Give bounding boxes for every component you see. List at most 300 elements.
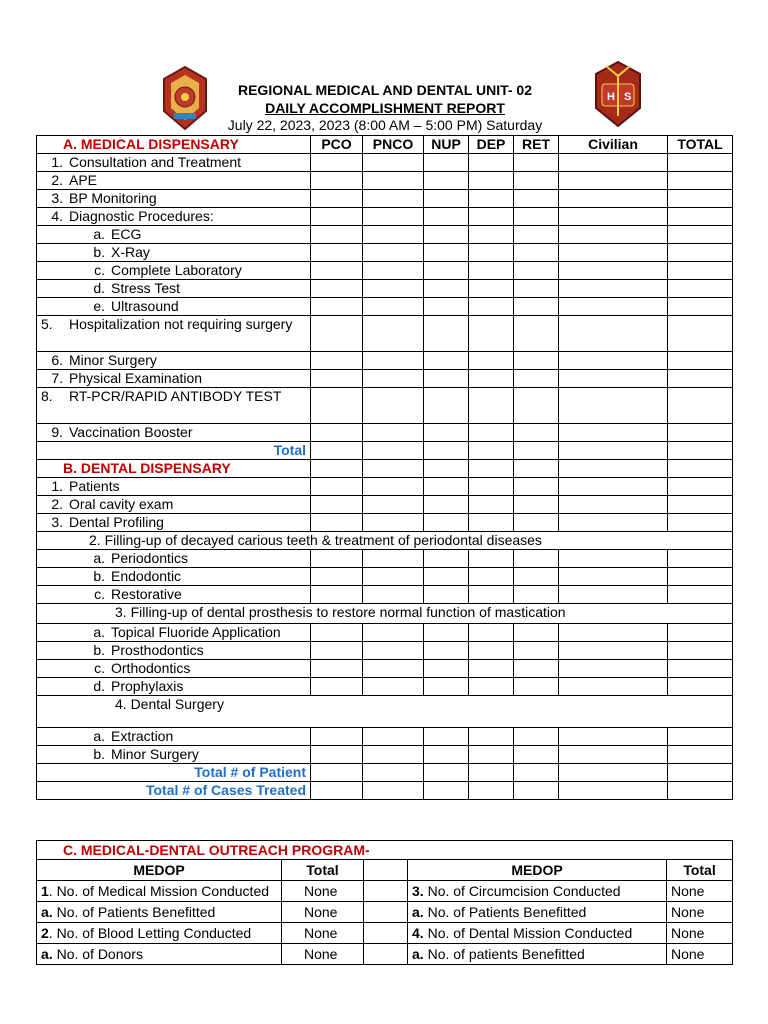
row-label [37, 172, 311, 190]
empty-cell [311, 460, 363, 478]
row-label [37, 678, 311, 696]
empty-cell [668, 764, 733, 782]
item-label: Extraction [111, 728, 174, 744]
table-row [37, 550, 733, 568]
empty-cell [311, 442, 363, 460]
empty-cell [311, 208, 363, 226]
empty-cell [514, 172, 559, 190]
empty-cell [311, 370, 363, 388]
medop-value: None [667, 923, 733, 944]
empty-cell [469, 660, 514, 678]
item-number: 7. [51, 370, 63, 386]
empty-cell [469, 642, 514, 660]
medop-value: None [282, 902, 364, 923]
item-label: APE [69, 172, 98, 188]
empty-cell [668, 172, 733, 190]
empty-cell [424, 190, 469, 208]
empty-cell [424, 442, 469, 460]
empty-cell [424, 586, 469, 604]
row-label [37, 298, 311, 316]
empty-cell [363, 172, 424, 190]
empty-cell [424, 678, 469, 696]
table-row [37, 388, 733, 424]
column-header: PCO [311, 136, 363, 154]
table-row [37, 728, 733, 746]
row-label [37, 352, 311, 370]
empty-cell [668, 424, 733, 442]
empty-cell [514, 244, 559, 262]
empty-cell [514, 728, 559, 746]
empty-cell [559, 280, 668, 298]
empty-cell [424, 782, 469, 800]
item-number: 1 [41, 883, 49, 899]
table-row [37, 642, 733, 660]
empty-cell [559, 568, 668, 586]
item-label: Consultation and Treatment [69, 154, 241, 170]
item-number: a. [41, 904, 53, 920]
table-row [37, 460, 733, 478]
row-label [37, 424, 311, 442]
empty-cell [514, 514, 559, 532]
empty-cell [559, 262, 668, 280]
item-number: c. [94, 262, 105, 278]
empty-cell [364, 944, 408, 965]
empty-cell [559, 424, 668, 442]
empty-cell [514, 208, 559, 226]
empty-cell [668, 586, 733, 604]
empty-cell [559, 678, 668, 696]
item-label: No. of Patients Benefitted [423, 904, 587, 920]
empty-cell [363, 728, 424, 746]
item-label: Prophylaxis [111, 678, 184, 694]
item-number: b. [93, 568, 105, 584]
empty-cell [469, 424, 514, 442]
empty-cell [311, 678, 363, 696]
item-label: No. of Patients Benefitted [52, 904, 216, 920]
row-label [37, 262, 311, 280]
item-label: Oral cavity exam [69, 496, 174, 512]
report-header [0, 0, 768, 135]
item-number: a. [412, 904, 424, 920]
empty-cell [363, 678, 424, 696]
item-label: Prosthodontics [111, 642, 204, 658]
empty-cell [668, 208, 733, 226]
empty-cell [424, 262, 469, 280]
medop-item [408, 881, 667, 902]
empty-cell [424, 746, 469, 764]
empty-cell [668, 370, 733, 388]
empty-cell [514, 550, 559, 568]
row-label [37, 154, 311, 172]
row-label [37, 514, 311, 532]
empty-cell [364, 923, 408, 944]
empty-cell [469, 782, 514, 800]
table-row [37, 226, 733, 244]
empty-cell [514, 316, 559, 352]
empty-cell [311, 550, 363, 568]
item-label: Minor Surgery [111, 746, 199, 762]
empty-cell [363, 624, 424, 642]
empty-cell [668, 460, 733, 478]
table-row [37, 624, 733, 642]
empty-cell [363, 226, 424, 244]
empty-cell [514, 764, 559, 782]
empty-cell [311, 782, 363, 800]
empty-cell [668, 746, 733, 764]
empty-cell [469, 514, 514, 532]
row-label [37, 568, 311, 586]
empty-cell [668, 642, 733, 660]
empty-cell [668, 280, 733, 298]
svg-text:H: H [607, 91, 615, 103]
table-row [37, 782, 733, 800]
empty-cell [668, 496, 733, 514]
empty-cell [559, 388, 668, 424]
empty-cell [363, 298, 424, 316]
empty-cell [469, 154, 514, 172]
table-row [37, 678, 733, 696]
medop-value: None [667, 944, 733, 965]
row-label [37, 190, 311, 208]
empty-cell [424, 352, 469, 370]
empty-cell [364, 881, 408, 902]
item-label: Physical Examination [69, 370, 203, 386]
empty-cell [559, 514, 668, 532]
empty-cell [514, 352, 559, 370]
item-number: b. [93, 244, 105, 260]
row-label [37, 478, 311, 496]
empty-cell [559, 226, 668, 244]
empty-cell [559, 370, 668, 388]
report-date: July 22, 2023, 2023 (8:00 AM – 5:00 PM) Saturday [227, 117, 543, 133]
empty-cell [469, 262, 514, 280]
empty-cell [311, 352, 363, 370]
item-label: Orthodontics [111, 660, 191, 676]
empty-cell [514, 190, 559, 208]
item-label: No. of Circumcision Conducted [423, 883, 621, 899]
empty-cell [363, 388, 424, 424]
medop-header: MEDOP [37, 860, 282, 881]
empty-cell [668, 244, 733, 262]
surgery-heading: 4. Dental Surgery [37, 696, 733, 728]
empty-cell [424, 728, 469, 746]
medop-item [37, 944, 282, 965]
medop-value: None [282, 944, 364, 965]
empty-cell [311, 764, 363, 782]
medop-item [408, 902, 667, 923]
item-number: 1. [51, 154, 63, 170]
item-number: 5. [41, 316, 53, 332]
column-header: NUP [424, 136, 469, 154]
empty-cell [469, 764, 514, 782]
unit-title: REGIONAL MEDICAL AND DENTAL UNIT- 02 [237, 82, 533, 98]
empty-cell [559, 782, 668, 800]
item-number: 9. [51, 424, 63, 440]
empty-cell [668, 782, 733, 800]
empty-cell [469, 190, 514, 208]
item-label: Vaccination Booster [69, 424, 193, 440]
empty-cell [668, 678, 733, 696]
empty-cell [311, 728, 363, 746]
empty-cell [469, 478, 514, 496]
empty-cell [559, 352, 668, 370]
row-label [37, 370, 311, 388]
empty-cell [514, 678, 559, 696]
empty-cell [424, 478, 469, 496]
empty-cell [363, 280, 424, 298]
total-header: Total [667, 860, 733, 881]
table-row [37, 660, 733, 678]
empty-cell [311, 388, 363, 424]
item-label: Diagnostic Procedures: [69, 208, 214, 224]
table-row [37, 244, 733, 262]
empty-cell [469, 388, 514, 424]
table-row [37, 923, 733, 944]
empty-cell [363, 782, 424, 800]
empty-cell [668, 190, 733, 208]
table-row [37, 298, 733, 316]
empty-cell [514, 262, 559, 280]
table-row [37, 316, 733, 352]
total-header: Total [282, 860, 364, 881]
empty-cell [559, 642, 668, 660]
dental-heading: B. DENTAL DISPENSARY [37, 460, 311, 478]
item-number: 4. [51, 208, 63, 224]
empty-cell [514, 298, 559, 316]
empty-cell [424, 244, 469, 262]
empty-cell [469, 226, 514, 244]
empty-cell [424, 642, 469, 660]
item-label: X-Ray [111, 244, 150, 260]
item-number: 2. [51, 172, 63, 188]
item-number: a. [93, 226, 105, 242]
empty-cell [469, 624, 514, 642]
empty-cell [311, 568, 363, 586]
item-label: . No. of Blood Letting Conducted [48, 925, 252, 941]
item-number: a. [41, 946, 53, 962]
empty-cell [363, 642, 424, 660]
total-patient-label: Total # of Patient [37, 764, 311, 782]
medop-value: None [667, 881, 733, 902]
table-row [37, 478, 733, 496]
empty-cell [469, 370, 514, 388]
empty-cell [363, 460, 424, 478]
empty-cell [311, 642, 363, 660]
empty-cell [514, 460, 559, 478]
empty-cell [559, 298, 668, 316]
row-label [37, 226, 311, 244]
empty-header [364, 860, 408, 881]
empty-cell [514, 642, 559, 660]
empty-cell [514, 586, 559, 604]
item-number: b. [93, 746, 105, 762]
table-row [37, 841, 733, 860]
row-label [37, 550, 311, 568]
empty-cell [668, 226, 733, 244]
empty-cell [469, 208, 514, 226]
empty-cell [469, 678, 514, 696]
table-row [37, 496, 733, 514]
empty-cell [311, 280, 363, 298]
total-cases-label: Total # of Cases Treated [37, 782, 311, 800]
empty-cell [311, 478, 363, 496]
item-number: 8. [41, 388, 53, 404]
empty-cell [514, 370, 559, 388]
medop-header: MEDOP [408, 860, 667, 881]
empty-cell [469, 586, 514, 604]
empty-cell [424, 496, 469, 514]
empty-cell [559, 496, 668, 514]
medop-item [408, 944, 667, 965]
empty-cell [469, 728, 514, 746]
item-label: Hospitalization not requiring surgery [69, 316, 293, 332]
empty-cell [559, 244, 668, 262]
empty-cell [363, 244, 424, 262]
medop-value: None [282, 923, 364, 944]
row-label [37, 586, 311, 604]
empty-cell [514, 478, 559, 496]
empty-cell [559, 550, 668, 568]
row-label [37, 746, 311, 764]
empty-cell [514, 280, 559, 298]
empty-cell [424, 424, 469, 442]
row-label [37, 316, 311, 352]
table-row [37, 902, 733, 923]
item-label: Stress Test [111, 280, 180, 296]
empty-cell [668, 352, 733, 370]
empty-cell [514, 660, 559, 678]
medop-value: None [282, 881, 364, 902]
row-label [37, 208, 311, 226]
empty-cell [363, 370, 424, 388]
empty-cell [668, 478, 733, 496]
empty-cell [363, 316, 424, 352]
empty-cell [514, 154, 559, 172]
empty-cell [514, 388, 559, 424]
empty-cell [363, 442, 424, 460]
empty-cell [559, 764, 668, 782]
empty-cell [668, 316, 733, 352]
empty-cell [668, 550, 733, 568]
medop-item [37, 902, 282, 923]
empty-cell [363, 352, 424, 370]
item-number: 3. [51, 514, 63, 530]
empty-cell [311, 244, 363, 262]
empty-cell [668, 442, 733, 460]
table-row [37, 568, 733, 586]
empty-cell [469, 496, 514, 514]
column-header: RET [514, 136, 559, 154]
empty-cell [668, 660, 733, 678]
outreach-table [36, 840, 733, 965]
item-label: RT-PCR/RAPID ANTIBODY TEST [69, 388, 282, 404]
empty-cell [424, 316, 469, 352]
empty-cell [668, 388, 733, 424]
empty-cell [559, 190, 668, 208]
empty-cell [469, 550, 514, 568]
empty-cell [424, 298, 469, 316]
empty-cell [469, 568, 514, 586]
empty-cell [424, 226, 469, 244]
table-row [37, 262, 733, 280]
row-label [37, 624, 311, 642]
empty-cell [469, 442, 514, 460]
empty-cell [424, 460, 469, 478]
item-label: Periodontics [111, 550, 189, 566]
empty-cell [469, 298, 514, 316]
svg-text:S: S [624, 91, 632, 103]
item-number: 6. [51, 352, 63, 368]
empty-cell [514, 226, 559, 244]
empty-cell [424, 172, 469, 190]
filling-heading: 2. Filling-up of decayed carious teeth & treatment of periodontal diseases [37, 532, 733, 550]
item-label: Complete Laboratory [111, 262, 242, 278]
item-number: c. [94, 660, 105, 676]
item-label: . No. of Medical Mission Conducted [48, 883, 270, 899]
row-label [37, 280, 311, 298]
empty-cell [363, 660, 424, 678]
item-number: 3. [412, 883, 424, 899]
empty-cell [363, 514, 424, 532]
empty-cell [311, 424, 363, 442]
medop-item [408, 923, 667, 944]
empty-cell [514, 424, 559, 442]
item-number: b. [93, 642, 105, 658]
table-row [37, 696, 733, 728]
empty-cell [363, 764, 424, 782]
item-number: a. [93, 728, 105, 744]
item-number: c. [94, 586, 105, 602]
empty-cell [559, 586, 668, 604]
empty-cell [311, 660, 363, 678]
empty-cell [363, 190, 424, 208]
empty-cell [311, 316, 363, 352]
empty-cell [424, 624, 469, 642]
item-number: a. [93, 550, 105, 566]
item-number: d. [93, 280, 105, 296]
empty-cell [363, 478, 424, 496]
empty-cell [363, 262, 424, 280]
empty-cell [424, 208, 469, 226]
table-row [37, 172, 733, 190]
header-row [37, 860, 733, 881]
empty-cell [424, 764, 469, 782]
row-label [37, 496, 311, 514]
empty-cell [469, 352, 514, 370]
row-label [37, 388, 311, 424]
empty-cell [668, 514, 733, 532]
item-number: e. [93, 298, 105, 314]
empty-cell [514, 496, 559, 514]
item-label: Ultrasound [111, 298, 179, 314]
item-label: Restorative [111, 586, 182, 602]
empty-cell [469, 280, 514, 298]
empty-cell [311, 746, 363, 764]
empty-cell [311, 514, 363, 532]
empty-cell [559, 660, 668, 678]
empty-cell [311, 190, 363, 208]
empty-cell [424, 154, 469, 172]
medical-heading: A. MEDICAL DISPENSARY [37, 136, 311, 154]
empty-cell [668, 568, 733, 586]
row-label [37, 660, 311, 678]
empty-cell [668, 154, 733, 172]
empty-cell [469, 746, 514, 764]
empty-cell [363, 550, 424, 568]
table-row [37, 944, 733, 965]
row-label [37, 642, 311, 660]
item-label: Patients [69, 478, 120, 494]
